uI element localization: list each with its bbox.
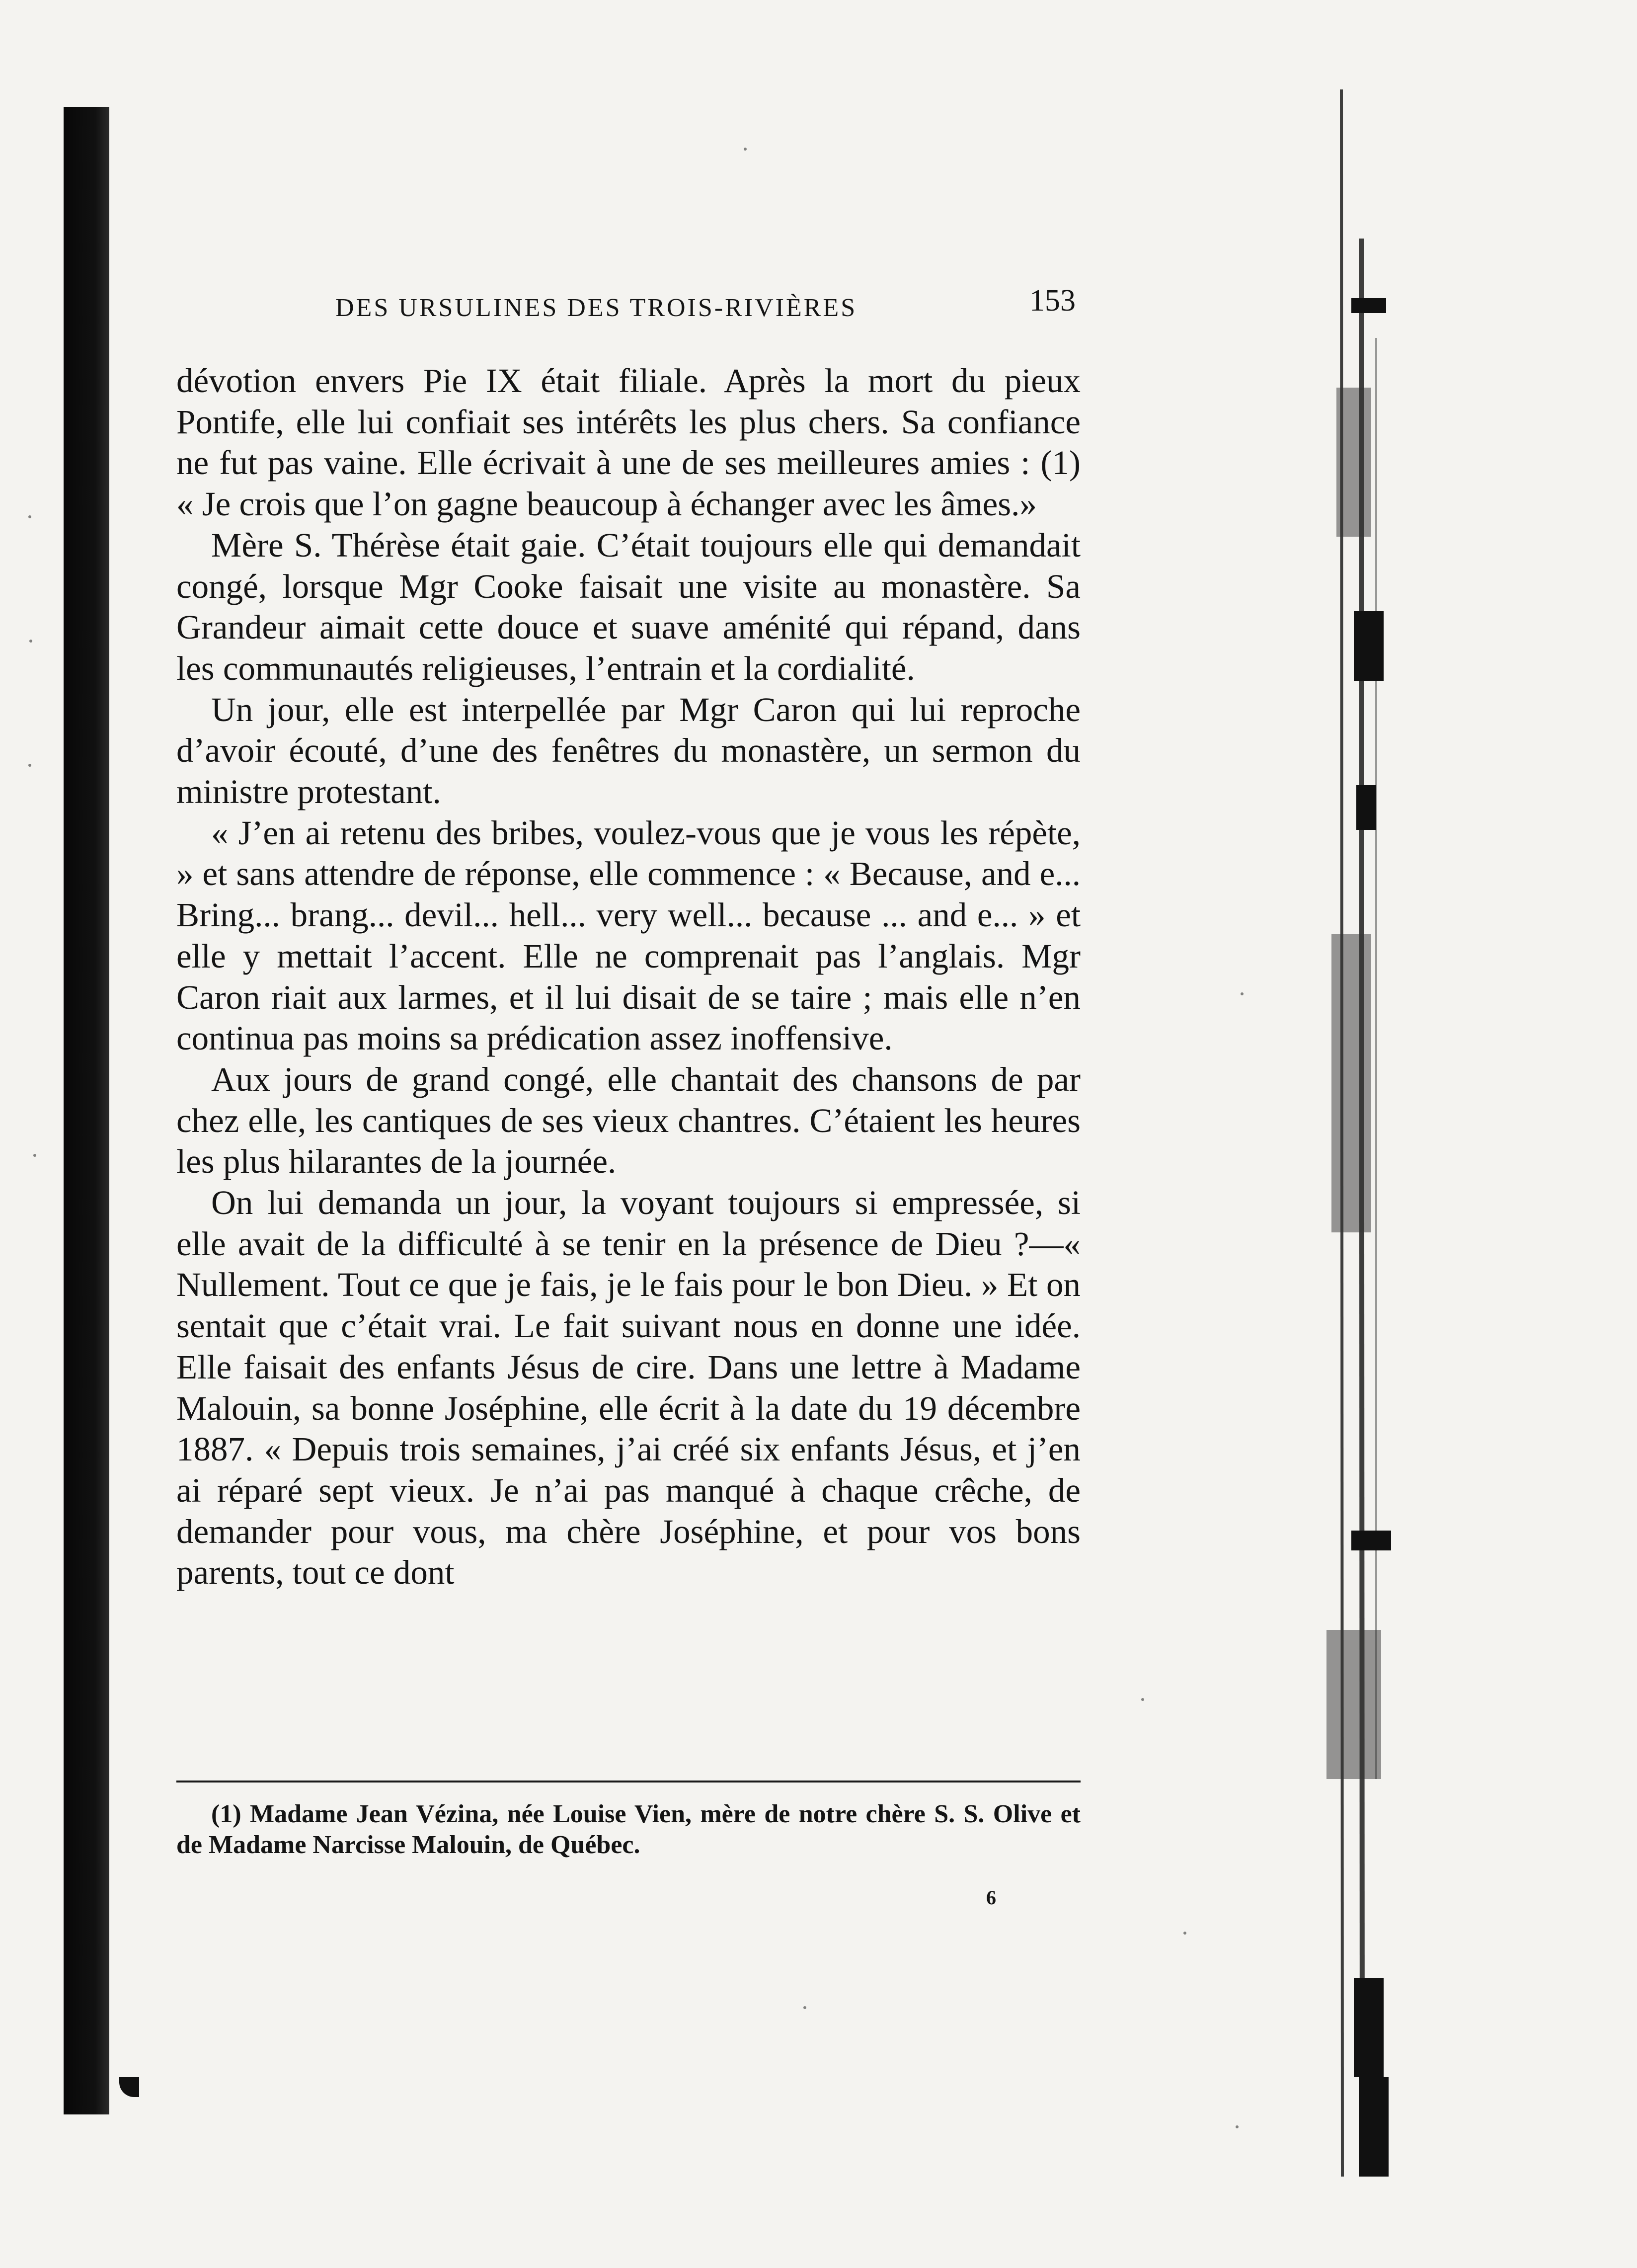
paragraph: « J’en ai retenu des bribes, voulez-vous que je vous les répète, » et sans attendre de réponse, elle commence : « Because, and e... Bring... brang... devil... hell... very well... because ... and e... » et elle y mettait l’accent. Elle ne comprenait pas l’anglais. Mgr Caron riait aux larmes, et il lui disait de se taire ; mais elle n’en continua pas moins sa prédication assez inoffensive. xyxy=(176,813,1081,1057)
scan-binding-shadow xyxy=(64,107,109,2114)
scan-right-edge-noise xyxy=(1312,89,1391,2177)
page-number: 153 xyxy=(1029,284,1076,318)
paragraph: On lui demanda un jour, la voyant toujours si empressée, si elle avait de la difficulté à se tenir en la présence de Dieu ?—« Nullement. Tout ce que je fais, je le fais pour le bon Dieu. » Et on sentait que c’était vrai. Le fait suivant nous en donne une idée. Elle faisait des enfants Jésus de cire. Dans une lettre à Madame Malouin, sa bonne Joséphine, elle écrit à la date du 19 décembre 1887. « Depuis trois semaines, j’ai créé six enfants Jésus, et j’en ai réparé sept vieux. Je n’ai pas manqué à chaque crêche, de demander pour vous, ma chère Joséphine, et pour vos bons parents, tout ce dont xyxy=(176,1184,1081,1592)
body-text xyxy=(176,360,1081,1593)
paragraph: Mère S. Thérèse était gaie. C’était toujours elle qui demandait congé, lorsque Mgr Cooke faisait une visite au monastère. Sa Grandeur aimait cette douce et suave aménité qui répand, dans les communautés religieuses, l’entrain et la cordialité. xyxy=(176,526,1081,687)
running-title: DES URSULINES DES TROIS-RIVIÈRES xyxy=(335,294,857,322)
paragraph: Aux jours de grand congé, elle chantait des chansons de par chez elle, les cantiques de ses vieux chantres. C’étaient les heures les plus hilarantes de la journée. xyxy=(176,1060,1081,1181)
footnote-divider xyxy=(176,1781,1081,1782)
signature-mark: 6 xyxy=(986,1886,996,1909)
footnotes xyxy=(176,1799,1081,1861)
footnote: (1) Madame Jean Vézina, née Louise Vien, mère de notre chère S. S. Olive et de Madame Narcisse Malouin, de Québec. xyxy=(176,1800,1081,1859)
paragraph: Un jour, elle est interpellée par Mgr Caron qui lui reproche d’avoir écouté, d’une des fenêtres du monastère, un sermon du ministre protestant. xyxy=(176,690,1081,811)
paragraph: dévotion envers Pie IX était filiale. Après la mort du pieux Pontife, elle lui confiait ses intérêts les plus chers. Sa confiance ne fut pas vaine. Elle écrivait à une de ses meilleures amies : (1) « Je crois que l’on gagne beaucoup à échanger avec les âmes.» xyxy=(176,362,1081,523)
